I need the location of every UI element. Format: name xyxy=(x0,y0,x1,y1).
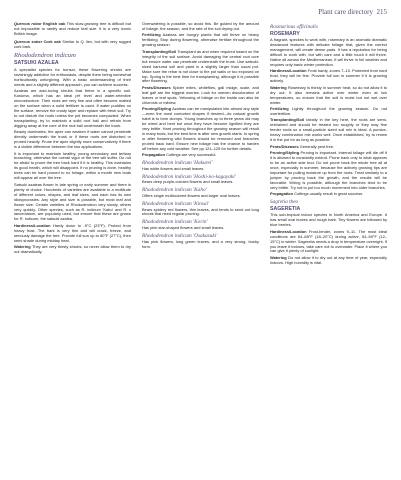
care-fertilizing xyxy=(270,107,387,117)
care-text: Spider mites, whiteflies, gall midge, scale, and leaf gall are the biggest worries. Look for uneven discoloration of leaves or leaf spots. Yellowing of foliage on the inside can also be chlorosis or mildew. xyxy=(142,84,259,105)
care-pests xyxy=(270,145,387,150)
care-propagation xyxy=(270,192,387,197)
care-hardiness xyxy=(14,224,131,244)
entry-body: Similar to Q. ilex, but with very rugged cork bark. xyxy=(14,39,131,50)
entry-title-latin: Quercus suber xyxy=(14,39,43,45)
care-label: Pests/Diseases xyxy=(142,84,171,90)
care-label: Hardiness/Location xyxy=(270,228,307,234)
entry-quercus-robur xyxy=(14,22,131,37)
care-text: Frost hardy, zones 7–10. Protected from hard frost, they will be fine. Provide full sun in summer if it is growing actively. xyxy=(270,68,387,84)
care-text: Azaleas can be manipulated into almost any style—even the most contorted shapes if desired—its natural growth habit is to form clumps. Young branches up to three years old may be wired and bent but once they have become lignified they are very brittle. Hard pruning throughout the growing season will result in many buds, but the best time is after new growth starts. In spring or after flowering wild flowers should be removed and branches pruned back hard. Ensure new foliage has the chance to harden off before any cold weather. See pp.121–125 for further details. xyxy=(142,106,259,151)
care-label: Fertilizing xyxy=(142,32,161,38)
care-label: Pruning/Styling xyxy=(142,106,172,112)
care-label: Pests/Diseases xyxy=(270,143,299,149)
care-pruning xyxy=(142,107,259,152)
column-middle xyxy=(142,22,259,251)
care-text: Rosemary is thirsty in summer heat, so do not allow it to dry out. It also remains active over winter even at low temperatures, so ensure that the soil is moist but not wet over winter. xyxy=(270,84,387,105)
care-text: Lightly throughout the growing season. Do not overfertilize. xyxy=(270,105,387,116)
care-label: Hardiness/Location xyxy=(270,68,307,74)
care-label: Propagation xyxy=(142,152,165,158)
care-label: Transplanting/Soil xyxy=(142,48,177,54)
care-text: Cuttings usually result in great success. xyxy=(294,191,364,197)
variety-text: Bears deep purple-colored flowers and small leaves. xyxy=(142,179,234,185)
care-text: Generally pest free. xyxy=(299,143,335,149)
care-watering xyxy=(270,256,387,266)
care-label: Watering xyxy=(270,84,287,90)
care-text: Azaleas are hungry plants that will thrive on heavy fertilizing. Stop during flowering, otherwise fertilize throughout the growing season. xyxy=(142,32,259,48)
variety-text: Has pink star-shaped flowers and small leaves. xyxy=(142,225,225,231)
variety-heading: Rhododendron indicum 'Hoshi-no-kagayaki' xyxy=(142,173,236,180)
entry-quercus-suber xyxy=(14,40,131,50)
variety-heading: Rhododendron indicum 'Kaho' xyxy=(142,187,207,194)
paragraph: Satsuki azaleas flower in late spring or early summer and there is plenty of choice. Hundreds of varieties are available in a multitude of different colors, shapes, and leaf sizes, and each has its own idiosyncrasies. Any style and size is possible, but most leaf and flower size. Certain varieties of Rhododendron very slowly, others very quickly. Other species, such as R. indicum 'Kaho' and R. x lanceolatum, are popularly used, but ensure that these are grown for R. indicum, the satsuki azalea. xyxy=(14,181,131,222)
care-text: Ideally in the key here, the roots are semi-restrained and should be treated too roughly or they may fine feeder roots so a small-particle sized soil mix is ideal. A pumice-heavy combination mix works well. Once established, try to renew it in the pot for as long as possible. xyxy=(270,117,387,143)
care-text: Hardy down to -5°C (23°F). Protect from heavy frost. The bark is very thin and will crack, freeze, and seriously damage the tree. Provide full sun up to 80°F (27°C), then semi shade during midday heat. xyxy=(14,222,131,243)
care-transplanting xyxy=(142,50,259,85)
care-text: Do not allow it to dry out at any time of year, especially indoors. High humidity is vital. xyxy=(270,254,387,265)
column-right xyxy=(270,22,387,267)
entry-body: This slow-growing tree is difficult but not impossible to ramify and reduce leaf size. It is a very iconic British image. xyxy=(14,21,131,36)
care-text: Transplant as and when required based on the integrity of the soil surface. Avoid damaging the central root core but ensure water can penetrate underneath the trunk. Use satsuki-sized kanuma soil and plant in a slightly larger than usual pot. Make sure the rebar is not close to the pot walls or too exposed on top. Spring is the best time for transplanting, although it is possible after flowering. xyxy=(142,48,259,84)
care-text: Cuttings are very successful. xyxy=(166,152,217,158)
page-header xyxy=(0,0,401,20)
care-propagation xyxy=(142,153,259,158)
page-body xyxy=(14,22,387,472)
care-label: Propagation xyxy=(270,191,293,197)
entry-title-common: English oak xyxy=(42,21,66,26)
column-left xyxy=(14,22,131,257)
variety-text: Bears spidery red flowers, thin leaves, and tends to send out long shoots that need regular pruning. xyxy=(142,206,259,217)
care-text: They are very thirsty shrubs, so never allow them to dry out dramatically. xyxy=(14,244,131,255)
variety-heading: Rhododendron indicum 'Hakurei' xyxy=(142,160,213,167)
paragraph: A fragrant, speckes to work with, rosemary is an aromatic dramatic deadwood features with delicate foliage that, given the correct management, will create dense pads. It has a reputation for being difficult to work with, but with care and a little touch it will thrive. Native all across the Mediterranean, it will thrive in full weather and requires only basic winter protection. xyxy=(270,37,387,67)
species-heading: SATSUKI AZALEA xyxy=(14,60,59,67)
variety-text: Offers single multicolored flowers and larger oval leaves. xyxy=(142,192,241,198)
care-transplanting xyxy=(270,118,387,143)
care-label: Pruning/Styling xyxy=(270,150,300,156)
care-text: Pruning is important. Internal foliage will die off if it is allowed to constantly extend. Prune back only to what appears to be an active side bud. Do not prune back the whole tree all at once, especially in summer, because the actively growing tips are important for pulling moisture up from the roots. Treat similarly to a juniper by pruning back the growth, and the results will be favorable. Wiring is possible, although the branches tend to be very brittle. Try not to put too much movement into older branches. xyxy=(270,150,387,190)
care-pests xyxy=(142,86,259,106)
care-label: Fertilizing xyxy=(270,105,289,111)
care-fertilizing xyxy=(142,33,259,48)
genus-heading: Sagretia theo xyxy=(270,199,299,206)
species-heading: SAGERETIA xyxy=(270,205,301,212)
running-header-title: Plant care directory xyxy=(318,8,373,16)
paragraph: Azaleas are acid-loving shrubs that thrive in a specific soil. Kanuma, which has an ideal pH level and water-retentive microstructure. Their roots are very fine and often become matted on the surface when a solid fertilizer is used. If water puddles on the surface, remove the crusty layer and replace with fresh soil. Try to not disturb the roots unless the pot becomes compacted. When transplanting, try to maintain a solid root ball and refrain from digging away at the core of the root ball underneath the trunk. xyxy=(14,88,131,128)
paragraph: A specialist species for bonsai, these flowering shrubs are ravishingly addictive for enthusiasts, despite them being somewhat horticulturally unforgiving. With a basic understanding of their needs and a slightly different approach, you can achieve success. xyxy=(14,66,131,87)
care-hardiness xyxy=(270,69,387,84)
care-label: Transplanting/Soil xyxy=(270,117,305,123)
genus-heading: Rosmarinus officinalis xyxy=(270,24,318,30)
variety-heading: Rhododendron indicum 'Kinsai' xyxy=(142,200,210,207)
paragraph: Beauty dominates, the apex can weaken if water cannot penetrate directly underneath the trunk or if these roots are disturbed or pruned heavily. Prune the apex slightly more conservatively if there is a visible difference between the two applications. xyxy=(14,129,131,150)
variety-heading: Rhododendron indicum 'Korin' xyxy=(142,219,208,226)
entry-title-latin: Quercus robur xyxy=(14,21,42,26)
variety-heading: Rhododendron indicum 'Osakazuki' xyxy=(142,232,218,239)
care-text: Frost-tender, zones 9–11. The most ideal conditions are 64–68°F (18–20°C) during active, 54–59°F (12–15°C) in winter. Sageretia needs a drop in temperature overnight. If you leave it indoors, take care not to overwater. Place it where you can give it plenty of sunlight. xyxy=(270,228,387,254)
variety-text: Has pink flowers, long green leaves, and a very strong, bushy form. xyxy=(142,238,259,249)
care-hardiness xyxy=(270,230,387,255)
care-watering xyxy=(270,86,387,106)
paragraph: Overwatering is possible, so avoid this. Be guided by the amount of foliage, the season, and the rate of the soil drying out. xyxy=(142,21,259,31)
care-watering xyxy=(14,245,131,255)
variety-text: Has white flowers and small leaves. xyxy=(142,165,205,171)
running-header xyxy=(318,8,387,16)
species-heading: ROSEMARY xyxy=(270,30,300,37)
care-pruning xyxy=(270,151,387,191)
care-label: Hardiness/Location xyxy=(14,222,51,228)
page-number: 215 xyxy=(376,8,387,16)
paragraph: This sub-tropical indoor species in North America and Europe. It has small oval leaves and rough bark. Tiny flowers are followed by blue berries. xyxy=(270,212,387,228)
care-label: Watering xyxy=(14,244,31,250)
entry-title-common: Cork oak xyxy=(43,39,61,45)
genus-heading: Rhododendron indicum xyxy=(14,52,76,60)
care-label: Watering xyxy=(270,254,287,260)
paragraph: It is important to maintain healthy, young secondary and tertiary branching, otherwise the overall vigor of the tree will suffer. Do not be afraid to prune the tree back hard if it is healthy. This maintains its good health, which will disappoint. If no pruning is done, healthy trees can be hard pruned to no foliage, within a month new buds will appear all over the tree. xyxy=(14,150,131,181)
